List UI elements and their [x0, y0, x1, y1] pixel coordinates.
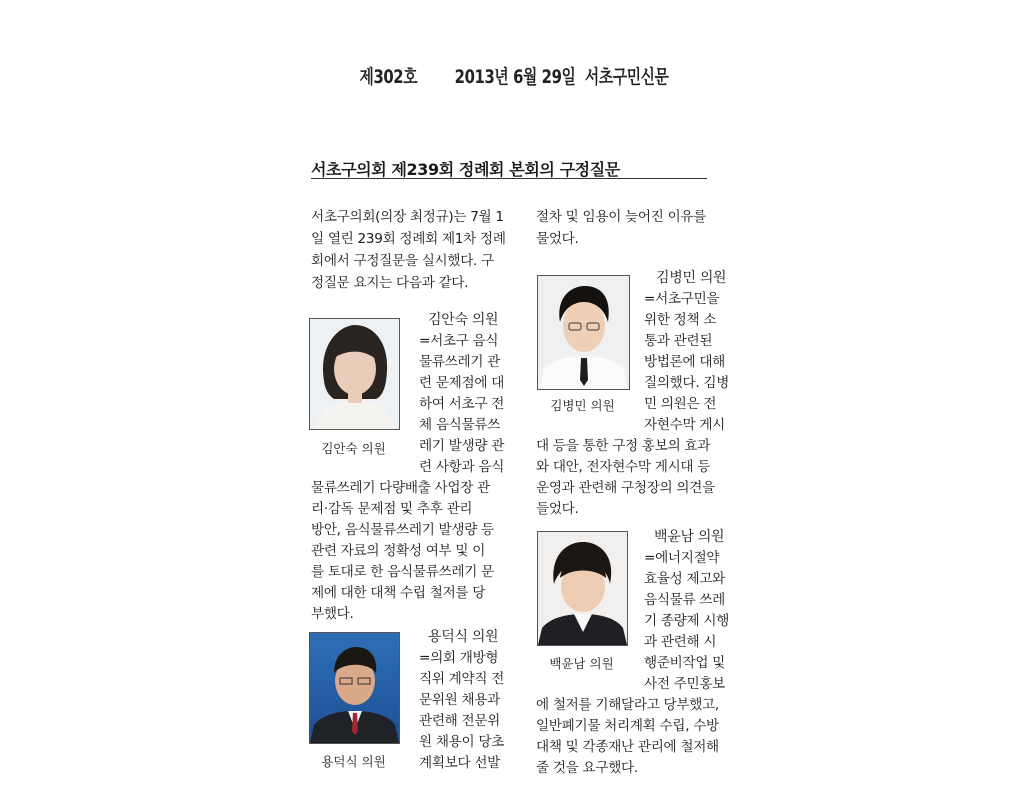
photo-baek-yunnam — [537, 531, 628, 646]
article-headline: 서초구의회 제239회 정례회 본회의 구정질문 — [311, 160, 620, 179]
body-line: 대 등을 통한 구정 홍보의 효과 — [536, 438, 711, 454]
body-line: 위한 정책 소 — [644, 312, 717, 328]
caption-kim-byeongmin: 김병민 의원 — [550, 398, 615, 413]
body-line: 련 문제점에 대 — [419, 375, 505, 391]
caption-yong-deoksik: 용덕식 의원 — [321, 754, 386, 769]
page-header — [113, 62, 915, 89]
body-line: 일반폐기물 처리계획 수립, 수방 — [536, 718, 719, 734]
body-line: 관련 자료의 정확성 여부 및 이 — [311, 543, 486, 559]
body-line: 제에 대한 대책 수립 철저를 당 — [311, 585, 486, 601]
body-line: 리·감독 문제점 및 추후 관리 — [311, 501, 473, 517]
body-line: 하여 서초구 전 — [419, 396, 505, 412]
body-line: 행준비작업 및 — [644, 655, 726, 671]
body-line: 방법론에 대해 — [644, 354, 726, 370]
photo-yong-deoksik — [309, 632, 400, 744]
member-name: 김병민 의원 — [656, 270, 727, 286]
body-line: 운영과 관련해 구청장의 의견을 — [536, 480, 715, 496]
body-line: 직위 계약직 전 — [419, 671, 505, 687]
body-line: 줄 것을 요구했다. — [536, 760, 638, 776]
body-line: 련 사항과 음식 — [419, 459, 505, 475]
body-line: 관련해 전문위 — [419, 713, 501, 729]
intro-line: 일 열린 239회 정례회 제1차 정례 — [311, 231, 506, 247]
body-line: =서초구민을 — [644, 291, 720, 307]
body-line: =의회 개방형 — [419, 650, 499, 666]
newspaper-name: 서초구민신문 — [584, 66, 669, 88]
intro-line: 정질문 요지는 다음과 같다. — [311, 275, 469, 291]
member-name: 백윤남 의원 — [654, 529, 725, 545]
body-line: 물류쓰레기 관 — [419, 354, 501, 370]
photo-kim-ansuk — [309, 318, 400, 430]
body-line: 원 채용이 당초 — [419, 734, 505, 750]
body-line: 통과 관련된 — [644, 333, 713, 349]
intro-line: 회에서 구정질문을 실시했다. 구 — [311, 253, 494, 269]
intro-line: 서초구의회(의장 최정규)는 7월 1 — [311, 209, 504, 225]
issue-number: 제302호 — [359, 66, 418, 88]
member-name: 용덕식 의원 — [428, 629, 499, 645]
body-line: 에 철저를 기해달라고 당부했고, — [536, 697, 719, 713]
body-line: 과 관련해 시 — [644, 634, 717, 650]
body-line: 효율성 제고와 — [644, 571, 726, 587]
body-line: 레기 발생량 관 — [419, 438, 505, 454]
member-name: 김안숙 의원 — [428, 312, 499, 328]
headline-rule — [311, 178, 707, 179]
body-line: 사전 주민홍보 — [644, 676, 726, 692]
body-line: 들었다. — [536, 501, 579, 517]
caption-kim-ansuk: 김안숙 의원 — [321, 441, 386, 456]
photo-kim-byeongmin — [537, 275, 630, 390]
body-line: 문위원 채용과 — [419, 692, 501, 708]
body-line: =서초구 음식 — [419, 333, 499, 349]
body-line: 를 토대로 한 음식물류쓰레기 문 — [311, 564, 494, 580]
body-line: 물류쓰레기 다량배출 사업장 관 — [311, 480, 490, 496]
issue-date: 2013년 6월 29일 — [454, 66, 576, 88]
body-line: =에너지절약 — [644, 550, 720, 566]
body-line: 부했다. — [311, 606, 354, 622]
body-line: 절차 및 임용이 늦어진 이유를 — [536, 209, 707, 225]
body-line: 계획보다 선발 — [419, 755, 501, 771]
body-line: 질의했다. 김병 — [644, 375, 730, 391]
body-line: 자현수막 게시 — [644, 417, 726, 433]
body-line: 방안, 음식물류쓰레기 발생량 등 — [311, 522, 494, 538]
body-line: 물었다. — [536, 231, 579, 247]
body-line: 기 종량제 시행 — [644, 613, 730, 629]
body-line: 대책 및 각종재난 관리에 철저해 — [536, 739, 719, 755]
body-line: 와 대안, 전자현수막 게시대 등 — [536, 459, 711, 475]
caption-baek-yunnam: 백윤남 의원 — [549, 656, 614, 671]
body-line: 음식물류 쓰레 — [644, 592, 726, 608]
body-line: 민 의원은 전 — [644, 396, 717, 412]
body-line: 체 음식물류쓰 — [419, 417, 501, 433]
